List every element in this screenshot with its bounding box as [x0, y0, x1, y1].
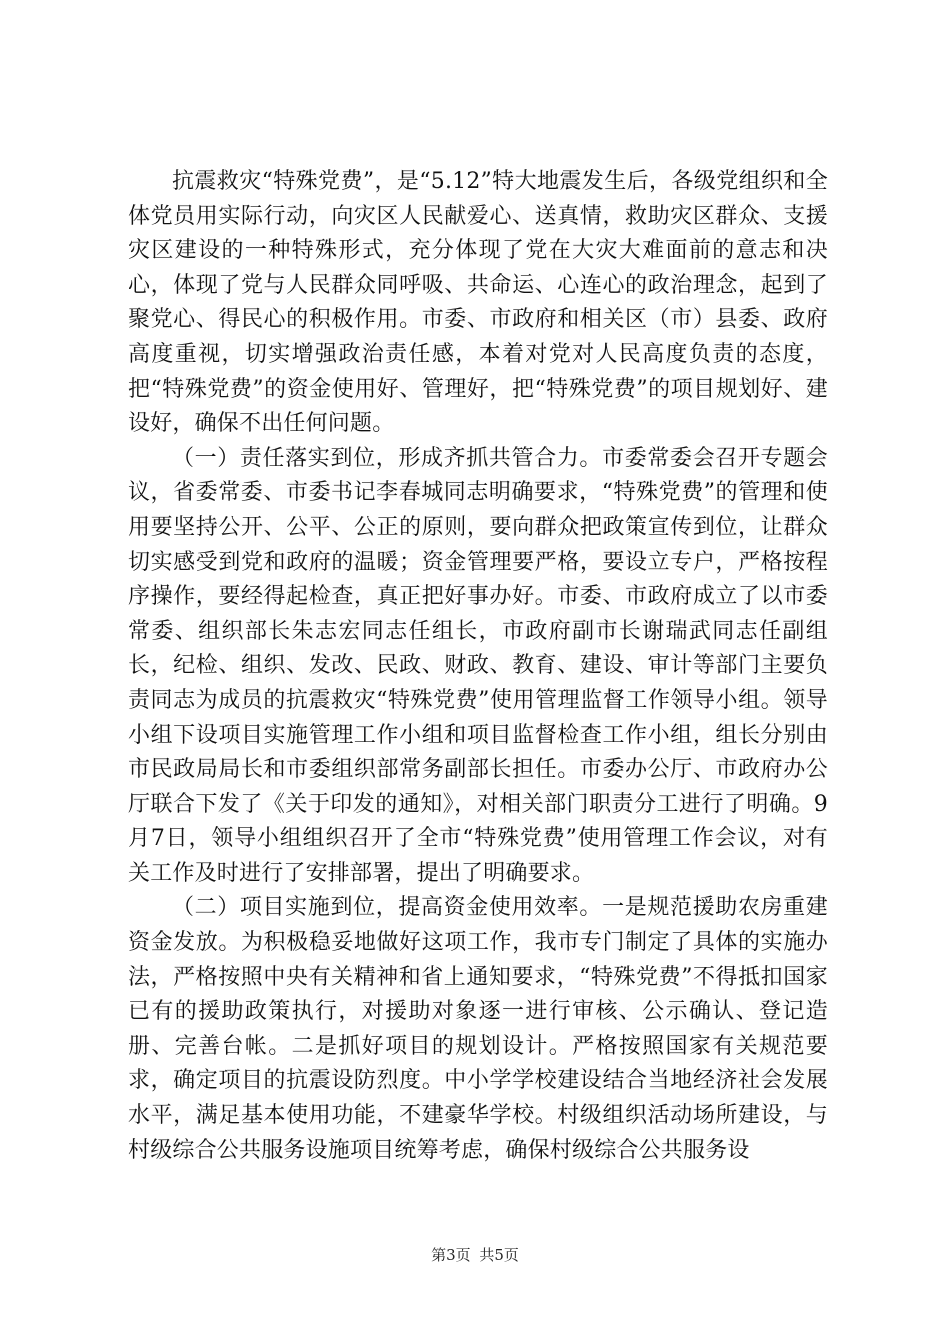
paragraph-section-1: （一）责任落实到位，形成齐抓共管合力。市委常委会召开专题会议，省委常委、市委书记李春城同志明确要求，“特殊党费”的管理和使用要坚持公开、公平、公正的原则，要向群众把政策宣传到位，让群众切实感受到党和政府的温暖；资金管理要严格，要设立专户，严格按程序操作，要经得起检查，真正把好事办好。市委、市政府成立了以市委常委、组织部长朱志宏同志任组长，市政府副市长谢瑞武同志任副组长，纪检、组织、发改、民政、财政、教育、建设、审计等部门主要负责同志为成员的抗震救灾“特殊党费”使用管理监督工作领导小组。领导小组下设项目实施管理工作小组和项目监督检查工作小组，组长分别由市民政局局长和市委组织部常务副部长担任。市委办公厅、市政府办公厅联合下发了《关于印发的通知》，对相关部门职责分工进行了明确。9月7日，领导小组组织召开了全市“特殊党费”使用管理工作会议，对有关工作及时进行了安排部署，提出了明确要求。 [128, 445, 828, 886]
paragraph-intro: 抗震救灾“特殊党费”，是“5.12”特大地震发生后，各级党组织和全体党员用实际行动，向灾区人民献爱心、送真情，救助灾区群众、支援灾区建设的一种特殊形式，充分体现了党在大灾大难面前的意志和决心，体现了党与人民群众同呼吸、共命运、心连心的政治理念，起到了聚党心、得民心的积极作用。市委、市政府和相关区（市）县委、政府高度重视，切实增强政治责任感，本着对党对人民高度负责的态度，把“特殊党费”的资金使用好、管理好，把“特殊党费”的项目规划好、建设好，确保不出任何问题。 [128, 169, 828, 437]
document-body [128, 165, 828, 1168]
page-footer [0, 1244, 950, 1265]
page-number: 第3页 [431, 1246, 471, 1264]
paragraph-section-2: （二）项目实施到位，提高资金使用效率。一是规范援助农房重建资金发放。为积极稳妥地做好这项工作，我市专门制定了具体的实施办法，严格按照中央有关精神和省上通知要求，“特殊党费”不得抵扣国家已有的援助政策执行，对援助对象逐一进行审核、公示确认、登记造册、完善台帐。二是抓好项目的规划设计。严格按照国家有关规范要求，确定项目的抗震设防烈度。中小学学校建设结合当地经济社会发展水平，满足基本使用功能，不建豪华学校。村级组织活动场所建设，与村级综合公共服务设施项目统筹考虑，确保村级综合公共服务设 [128, 895, 828, 1163]
page-total: 共5页 [479, 1246, 519, 1264]
